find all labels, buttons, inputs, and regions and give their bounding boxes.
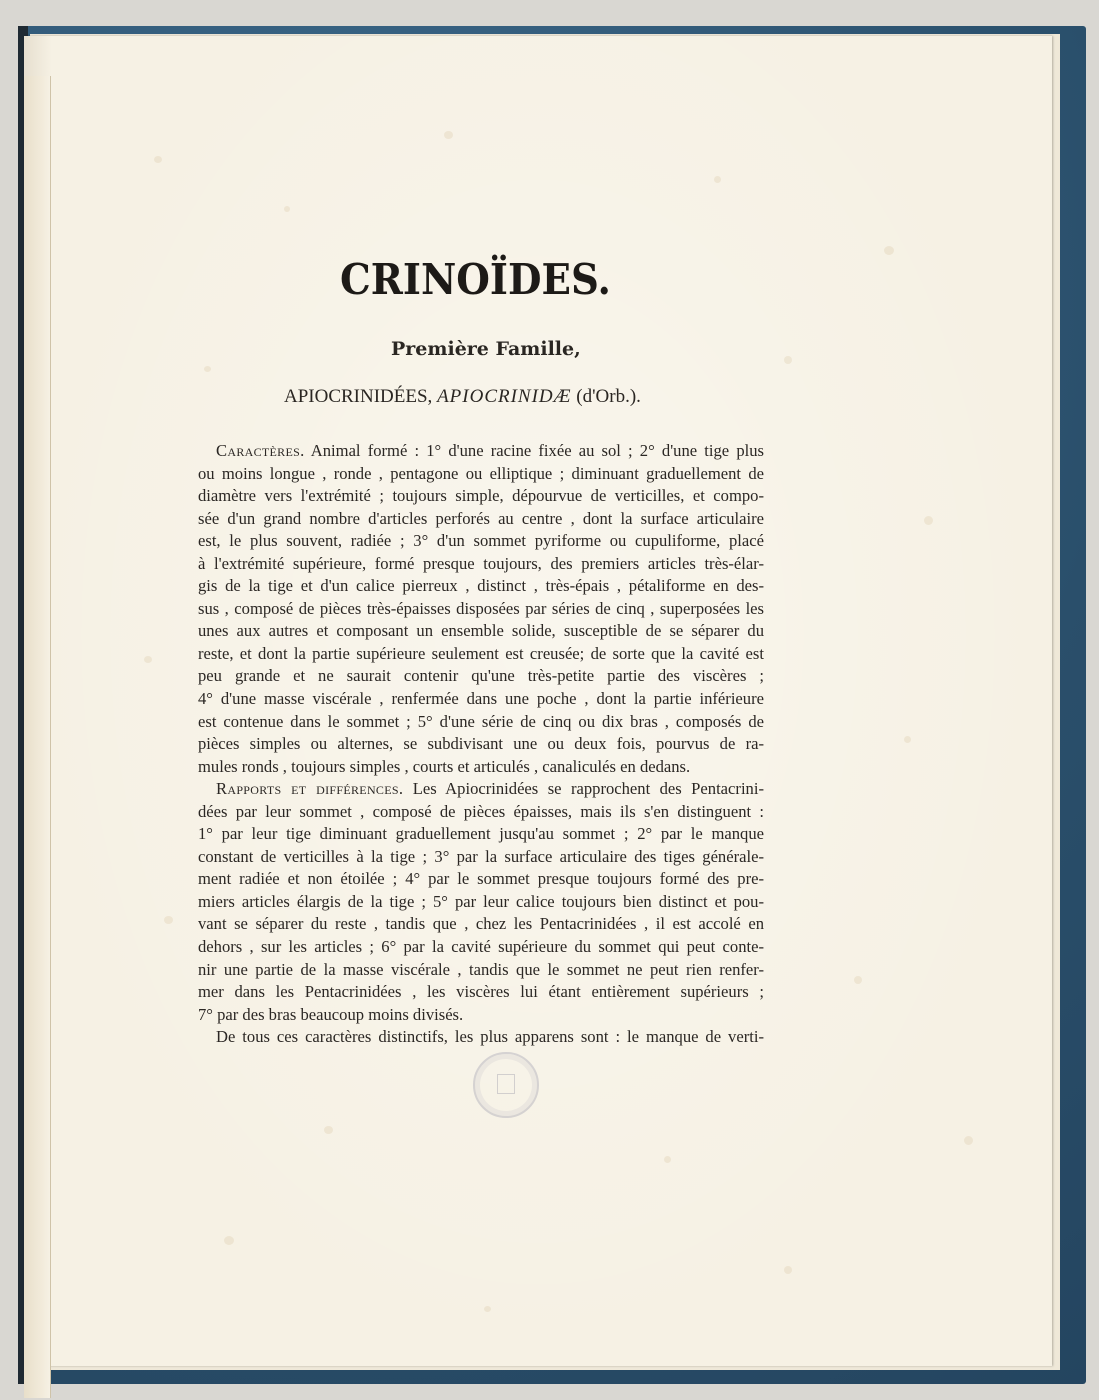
body-text [198,440,764,1049]
text-line: dehors , sur les articles ; 6° par la cavité supérieure du sommet qui peut conte- [198,937,764,957]
family-heading [284,386,641,408]
text-line: De tous ces caractères distinctifs, les plus apparens sont : le manque de verti- [216,1027,764,1047]
text-line: ment radiée et non étoilée ; 4° par le sommet presque toujours formé des pre- [198,869,764,889]
text-line: ou moins longue , ronde , pentagone ou elliptique ; diminuant graduellement de [198,463,764,483]
text-line: mer dans les Pentacrinidées , les viscères lui étant entièrement supérieurs ; [198,982,764,1002]
family-name: APIOCRINIDÉES, [284,386,433,407]
text-line: nir une partie de la masse viscérale , tandis que le sommet ne peut rien renfer- [198,959,764,979]
text-line: à l'extrémité supérieure, formé presque toujours, des premiers articles très-élar- [198,553,764,573]
text-line: mules ronds , toujours simples , courts et articulés , canaliculés en dedans. [198,756,691,776]
family-subtitle: Première Famille, [391,338,581,360]
text-line: est, le plus souvent, radiée ; 3° d'un sommet pyriforme ou cupuliforme, placé [198,531,764,551]
section-label-rapports: Rapports et différences. [216,779,404,799]
text-line: dées par leur sommet , composé de pièces épaisses, mais ils s'en distinguent : [198,801,764,821]
text-line: peu grande et ne saurait contenir qu'une très-petite partie des viscères ; [198,666,764,686]
text-line: constant de verticilles à la tige ; 3° par la surface articulaire des tiges générale- [198,846,764,866]
text-line: gis de la tige et d'un calice pierreux , distinct , très-épais , pétaliforme en des- [198,576,764,596]
text-line: miers articles élargis de la tige ; 5° par leur calice toujours bien distinct et pou- [198,891,764,911]
text-line: diamètre vers l'extrémité ; toujours simple, dépourvue de verticilles, et compo- [198,486,764,506]
text-line: Rapports et différences. Les Apiocrinidées se rapprochent des Pentacrini- [216,779,764,799]
family-author: (d'Orb.). [576,386,641,407]
section-label-caracteres: Caractères. [216,441,305,460]
family-latin-name: APIOCRINIDÆ [437,386,572,407]
text-line: 7° par des bras beaucoup moins divisés. [198,1004,464,1024]
stamp-center-mark [497,1074,515,1094]
text-line: reste, et dont la partie supérieure seulement est creusée; de sorte que la cavité est [198,643,764,663]
text-line: vant se séparer du reste , tandis que , chez les Pentacrinidées , il est accolé en [198,914,764,934]
text-line: pièces simples ou alternes, se subdivisant une ou deux fois, pourvus de ra- [198,734,764,754]
text-line: 4° d'une masse viscérale , renfermée dans une poche , dont la partie inférieure [198,689,764,709]
text-line: 1° par leur tige diminuant graduellement jusqu'au sommet ; 2° par le manque [198,824,764,844]
text-line: Caractères. Animal formé : 1° d'une racine fixée au sol ; 2° d'une tige plus [216,441,764,460]
text-line: unes aux autres et composant un ensemble solide, susceptible de se séparer du [198,621,764,641]
page-gutter [24,76,51,1398]
page-title: CRINOÏDES. [340,255,611,304]
text-line: sus , composé de pièces très-épaisses disposées par séries de cinq , superposées les [198,598,764,618]
library-stamp [473,1052,539,1118]
text-line: est contenue dans le sommet ; 5° d'une série de cinq ou dix bras , composés de [198,711,764,731]
text-line: sée d'un grand nombre d'articles perforés au centre , dont la surface articulaire [198,508,764,528]
